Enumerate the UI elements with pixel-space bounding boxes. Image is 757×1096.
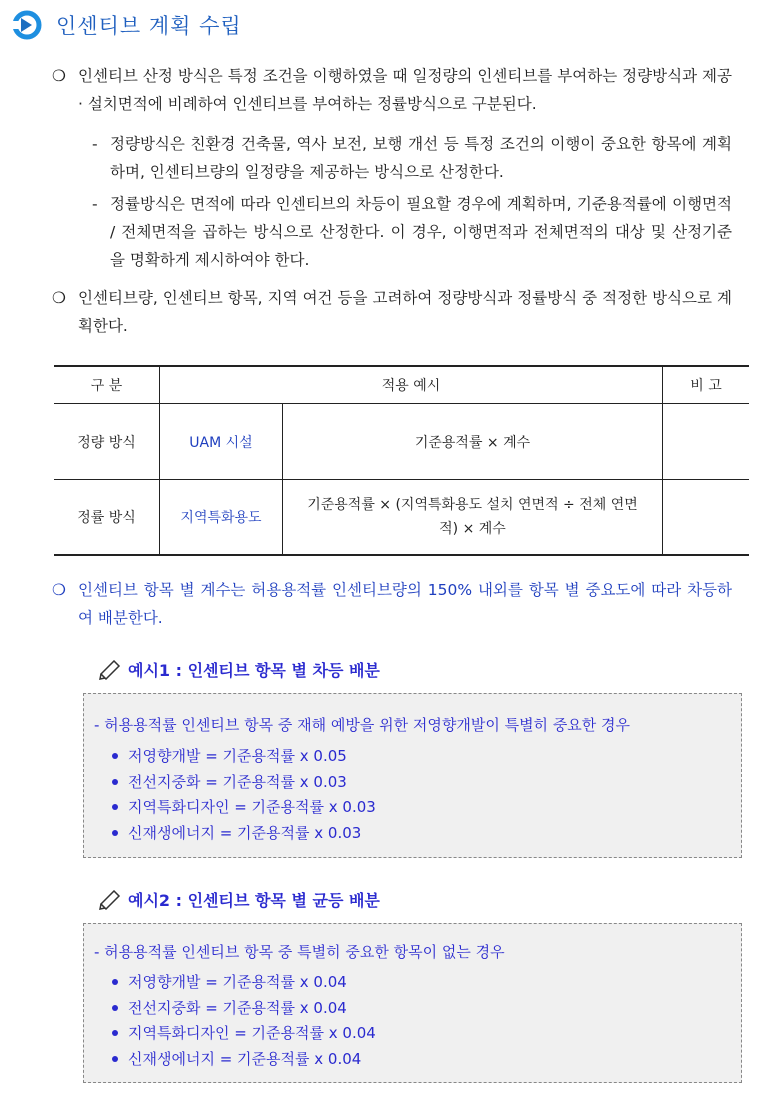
dash-item-quantitative: [92, 130, 732, 186]
paragraph-method-selection: [52, 284, 732, 340]
list-item: [112, 1048, 361, 1069]
list-item-text: 저영향개발 = 기준용적률 x 0.04: [128, 973, 347, 991]
example1-title: [98, 658, 380, 681]
table-header-row: [54, 366, 749, 404]
bullet-dot: [112, 979, 118, 985]
list-item-text: 저영향개발 = 기준용적률 x 0.05: [128, 747, 347, 765]
example2-title: [98, 888, 380, 911]
header-note: 비 고: [663, 366, 750, 404]
cell-note: [663, 404, 750, 480]
example1-title-text: 예시1 : 인센티브 항목 별 차등 배분: [128, 661, 380, 680]
list-item-text: 지역특화디자인 = 기준용적률 x 0.04: [128, 1024, 376, 1042]
dash-text: 정량방식은 친환경 건축물, 역사 보전, 보행 개선 등 특정 조건의 이행이 중요한 항목에 계획하며, 인센티브량의 일정량을 제공하는 방식으로 산정한다.: [110, 135, 732, 181]
header-example: 적용 예시: [160, 366, 663, 404]
dash-mark: -: [92, 135, 98, 153]
header-category: 구 분: [54, 366, 160, 404]
bullet-dot: [112, 804, 118, 810]
table-row: [54, 480, 749, 555]
list-item-text: 전선지중화 = 기준용적률 x 0.03: [128, 773, 347, 791]
paragraph-text: 인센티브 항목 별 계수는 허용용적률 인센티브량의 150% 내외를 항목 별 중요도에 따라 차등하여 배분한다.: [78, 581, 732, 627]
bullet-dot: [112, 1005, 118, 1011]
list-item-text: 지역특화디자인 = 기준용적률 x 0.03: [128, 798, 376, 816]
paragraph-coefficient: [52, 576, 732, 632]
cell-type: 정량 방식: [54, 404, 160, 480]
table-row: [54, 404, 749, 480]
arrow-circle-icon: [12, 10, 42, 40]
cell-formula: [283, 480, 663, 555]
list-item: [112, 796, 376, 817]
list-item-text: 전선지중화 = 기준용적률 x 0.04: [128, 999, 347, 1017]
circle-bullet: ❍: [52, 581, 66, 599]
paragraph-calculation-method: [52, 62, 732, 118]
cell-formula: 기준용적률 × 계수: [283, 404, 663, 480]
circle-bullet: ❍: [52, 289, 66, 307]
cell-example: UAM 시설: [160, 404, 283, 480]
circle-bullet: ❍: [52, 67, 66, 85]
page-title: 인센티브 계획 수립: [56, 14, 242, 38]
paragraph-text: 인센티브 산정 방식은 특정 조건을 이행하였을 때 일정량의 인센티브를 부여하는 정량방식과 제공 · 설치면적에 비례하여 인센티브를 부여하는 정률방식으로 구분된다.: [78, 67, 732, 113]
list-item-text: 신재생에너지 = 기준용적률 x 0.04: [128, 1050, 362, 1068]
bullet-dot: [112, 1030, 118, 1036]
dash-text: 정률방식은 면적에 따라 인센티브의 차등이 필요할 경우에 계획하며, 기준용적률에 이행면적 / 전체면적을 곱하는 방식으로 산정한다. 이 경우, 이행면적과 전체면적의 대상 및 산정기준을 명확하게 제시하여야 한다.: [110, 195, 732, 269]
example1-box: [83, 693, 742, 858]
list-item: [112, 997, 347, 1018]
cell-type: 정률 방식: [54, 480, 160, 555]
list-item: [112, 771, 347, 792]
example1-lead: - 허용용적률 인센티브 항목 중 재해 예방을 위한 저영향개발이 특별히 중요한 경우: [94, 716, 631, 734]
section-heading: [12, 10, 242, 40]
example2-lead: - 허용용적률 인센티브 항목 중 특별히 중요한 항목이 없는 경우: [94, 943, 505, 961]
bullet-dot: [112, 779, 118, 785]
list-item: [112, 822, 361, 843]
pencil-icon: [98, 660, 122, 680]
list-item: [112, 971, 347, 992]
bullet-dot: [112, 1056, 118, 1062]
dash-mark: -: [92, 195, 98, 213]
cell-example: 지역특화용도: [160, 480, 283, 555]
method-table: [54, 365, 749, 556]
bullet-dot: [112, 830, 118, 836]
list-item-text: 신재생에너지 = 기준용적률 x 0.03: [128, 824, 362, 842]
cell-note: [663, 480, 750, 555]
example2-box: [83, 923, 742, 1083]
example2-title-text: 예시2 : 인센티브 항목 별 균등 배분: [128, 891, 380, 910]
formula-text: 기준용적률 × (지역특화용도 설치 연면적 ÷ 전체 연면적) × 계수: [307, 496, 638, 537]
bullet-dot: [112, 753, 118, 759]
list-item: [112, 745, 347, 766]
dash-item-proportional: [92, 190, 732, 274]
paragraph-text: 인센티브량, 인센티브 항목, 지역 여건 등을 고려하여 정량방식과 정률방식 중 적정한 방식으로 계획한다.: [78, 289, 732, 335]
pencil-icon: [98, 890, 122, 910]
list-item: [112, 1022, 376, 1043]
